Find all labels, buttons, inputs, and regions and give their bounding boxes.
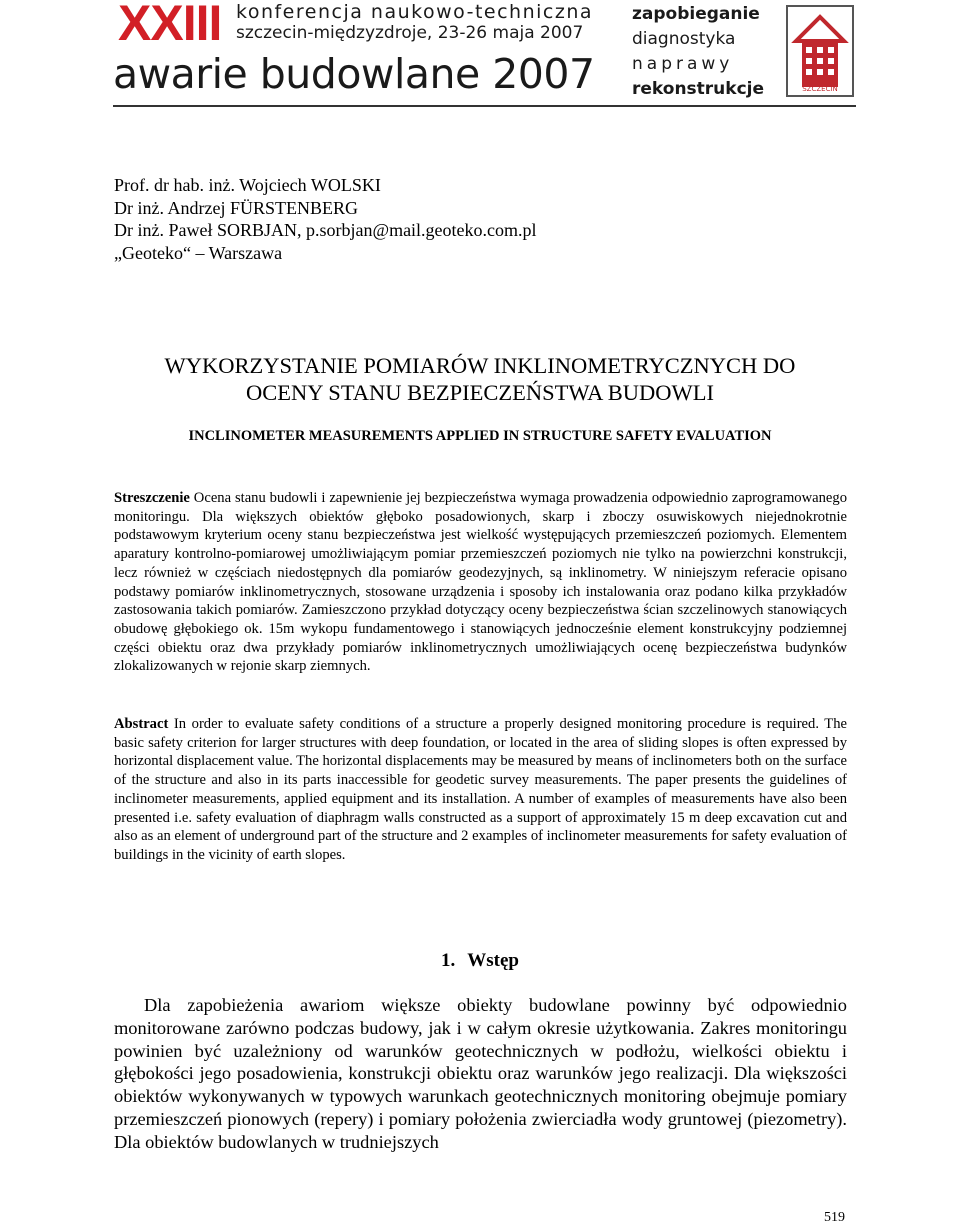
topic-item: naprawy — [632, 54, 734, 74]
abstract-paragraph — [114, 715, 847, 865]
streszczenie-paragraph — [114, 489, 847, 676]
conference-place-date: szczecin-międzyzdroje, 23-26 maja 2007 — [236, 23, 584, 43]
title-line: OCENY STANU BEZPIECZEŃSTWA BUDOWLI — [246, 380, 714, 405]
section-heading — [100, 950, 860, 972]
topic-item: zapobieganie — [632, 4, 760, 24]
building-logo-icon — [788, 7, 852, 95]
streszczenie-text: Ocena stanu budowli i zapewnienie jej bezpieczeństwa wymaga prowadzenia odpowiednio zaprogramowanego monitoringu. Dla większych obiektów głęboko posadowionych, skarp i zboczy osuwiskowych niejednokrotnie podstawowym kryterium oceny stanu bezpieczeństwa jest wielkość występujących przemieszczeń poziomych. Elementem aparatury kontrolno-pomiarowej umożliwiającym pomiar przemieszczeń poziomych nie tylko na powierzchni konstrukcji, lecz również w częściach niedostępnych dla pomiarów geodezyjnych, są inklinometry. W niniejszym referacie opisano podstawy pomiarów inklinometrycznych, stosowane urządzenia i sposoby ich instalowania oraz podano kilka przykładów zastosowania takich pomiarów. Zamieszczono przykład dotyczący oceny bezpieczeństwa ścian szczelinowych stanowiących obudowę głębokiego ok. 15m wykopu fundamentowego i stanowiących jednocześnie element konstrukcyjny podziemnej części obiektu oraz dwa przykłady pomiarów inklinometrycznych umożliwiających ocenę bezpieczeństwa budynków zlokalizowanych w rejonie skarp ziemnych. — [114, 490, 847, 675]
conference-edition-roman: XXIII — [118, 0, 222, 51]
topic-item: rekonstrukcje — [632, 79, 765, 99]
abstract-label: Abstract — [114, 716, 174, 732]
logo-caption: SZCZECIN — [802, 85, 838, 93]
streszczenie-label: Streszczenie — [114, 490, 194, 506]
conference-type: konferencja naukowo-techniczna — [236, 1, 594, 23]
author-block — [114, 174, 537, 264]
topic-item: diagnostyka — [632, 29, 736, 49]
author-line: Dr inż. Paweł SORBJAN, p.sorbjan@mail.geoteko.com.pl — [114, 220, 537, 240]
conference-topics — [632, 2, 764, 102]
paper-title-pl — [100, 352, 860, 406]
page-number: 519 — [824, 1210, 845, 1225]
header-divider — [113, 105, 856, 107]
abstract-text: In order to evaluate safety conditions of a structure a properly designed monitoring procedure is required. The basic safety criterion for larger structures with deep foundation, or located in the area of sliding slopes is often expressed by horizontal displacement value. The horizontal displacements may be measured by means of inclinometers both on the surface of the structure and also in its parts inaccessible for geodetic survey measurements. The paper presents the guidelines of inclinometer measurements, applied equipment and its installation. A number of examples of measurements have also been presented i.e. safety evaluation of diaphragm walls constructed as a support of approximately 15 m deep excavation cut and also as an element of underground part of the structure and 2 examples of inclinometer measurements for safety evaluation of buildings in the vicinity of earth slopes. — [114, 716, 847, 863]
section-title: Wstęp — [467, 950, 519, 971]
title-line: WYKORZYSTANIE POMIARÓW INKLINOMETRYCZNYCH DO — [164, 353, 796, 378]
conference-title: awarie budowlane 2007 — [113, 50, 595, 98]
author-line: Prof. dr hab. inż. Wojciech WOLSKI — [114, 175, 381, 195]
conference-logo — [786, 5, 854, 97]
paper-title-en: INCLINOMETER MEASUREMENTS APPLIED IN STRUCTURE SAFETY EVALUATION — [188, 428, 772, 444]
affiliation: „Geoteko“ – Warszawa — [114, 242, 283, 263]
section-number: 1. — [441, 950, 456, 971]
author-line: Dr inż. Andrzej FÜRSTENBERG — [114, 197, 358, 218]
section-body: Dla zapobieżenia awariom większe obiekty budowlane powinny być odpowiednio monitorowane zarówno podczas budowy, jak i w całym okresie użytkowania. Zakres monitoringu powinien być uzależniony od warunków geotechnicznych w podłożu, wielkości obiektu i głębokości jego posadowienia, konstrukcji obiektu oraz warunków jego realizacji. Dla większości obiektów wykonywanych w typowych warunkach geotechnicznych monitoring obejmuje pomiary przemieszczeń pionowych (repery) i pomiary położenia zwierciadła wody gruntowej (piezometry). Dla obiektów budowlanych w trudniejszych — [114, 995, 847, 1152]
